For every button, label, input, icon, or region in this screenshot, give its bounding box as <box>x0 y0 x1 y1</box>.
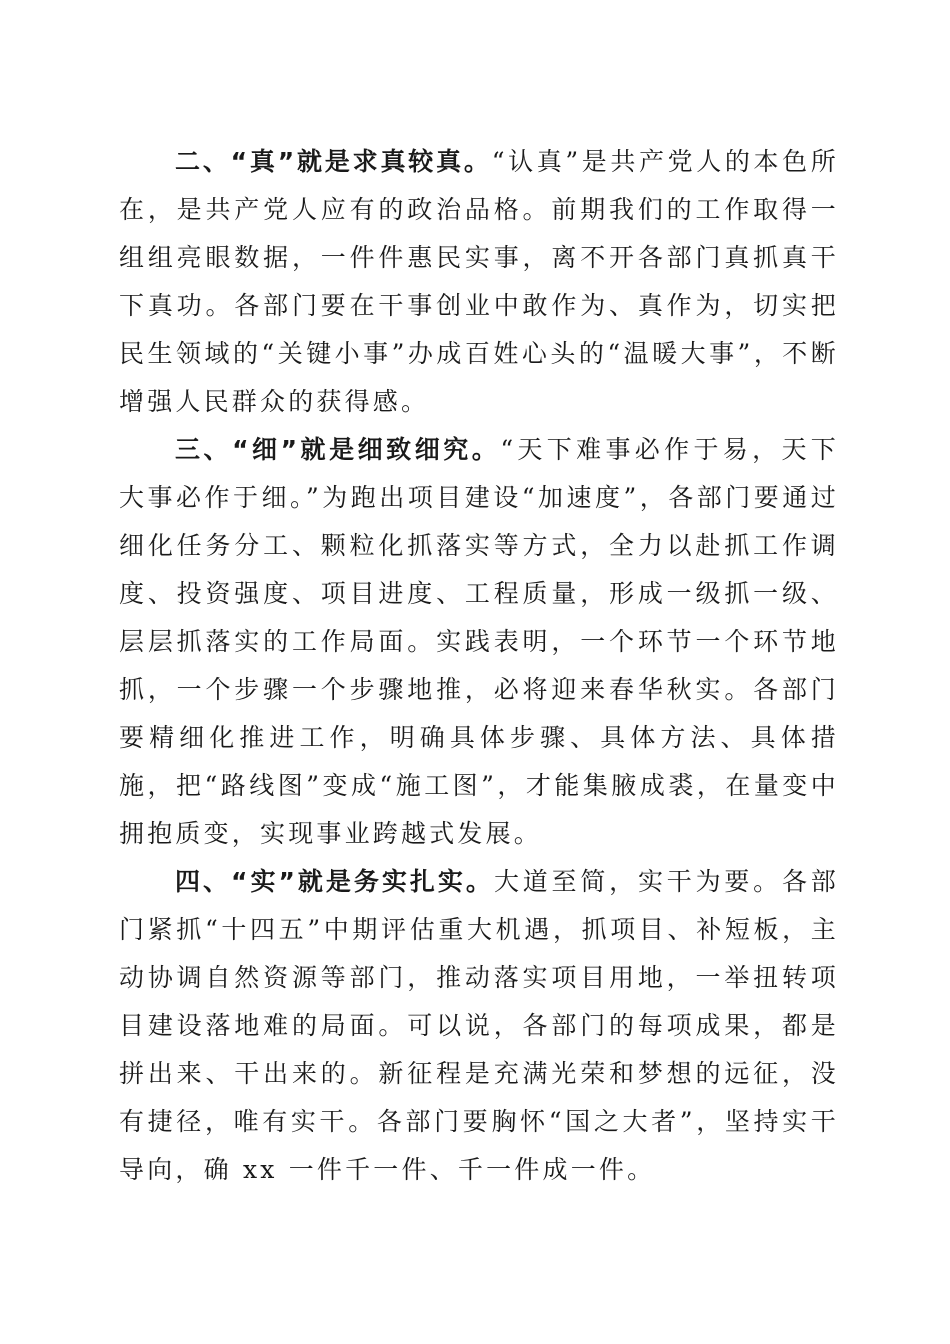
paragraph-heading: 三、“细”就是细致细究。 <box>175 435 501 464</box>
paragraph-text: “认真”是共产党人的本色所在，是共产党人应有的政治品格。前期我们的工作取得一组组亮眼数据，一件件惠民实事，离不开各部门真抓真干下真功。各部门要在干事创业中敢作为、真作为，切实把民生领域的“关键小事”办成百姓心头的“温暖大事”，不断增强人民群众的获得感。 <box>119 147 839 416</box>
document-body <box>119 138 839 1194</box>
paragraph-text: “天下难事必作于易，天下大事必作于细。”为跑出项目建设“加速度”，各部门要通过细化任务分工、颗粒化抓落实等方式，全力以赴抓工作调度、投资强度、项目进度、工程质量，形成一级抓一级、层层抓落实的工作局面。实践表明，一个环节一个环节地抓，一个步骤一个步骤地推，必将迎来春华秋实。各部门要精细化推进工作，明确具体步骤、具体方法、具体措施，把“路线图”变成“施工图”，才能集腋成裘，在量变中拥抱质变，实现事业跨越式发展。 <box>119 435 839 848</box>
paragraph-zhen <box>119 138 839 426</box>
paragraph-heading: 四、“实”就是务实扎实。 <box>175 867 494 896</box>
paragraph-text: 大道至简，实干为要。各部门紧抓“十四五”中期评估重大机遇，抓项目、补短板，主动协调自然资源等部门，推动落实项目用地，一举扭转项目建设落地难的局面。可以说，各部门的每项成果，都是拼出来、干出来的。新征程是充满光荣和梦想的远征，没有捷径，唯有实干。各部门要胸怀“国之大者”，坚持实干导向，确 xx 一件千一件、千一件成一件。 <box>119 867 839 1184</box>
paragraph-xi <box>119 426 839 858</box>
paragraph-heading: 二、“真”就是求真较真。 <box>175 147 492 176</box>
paragraph-shi <box>119 858 839 1194</box>
